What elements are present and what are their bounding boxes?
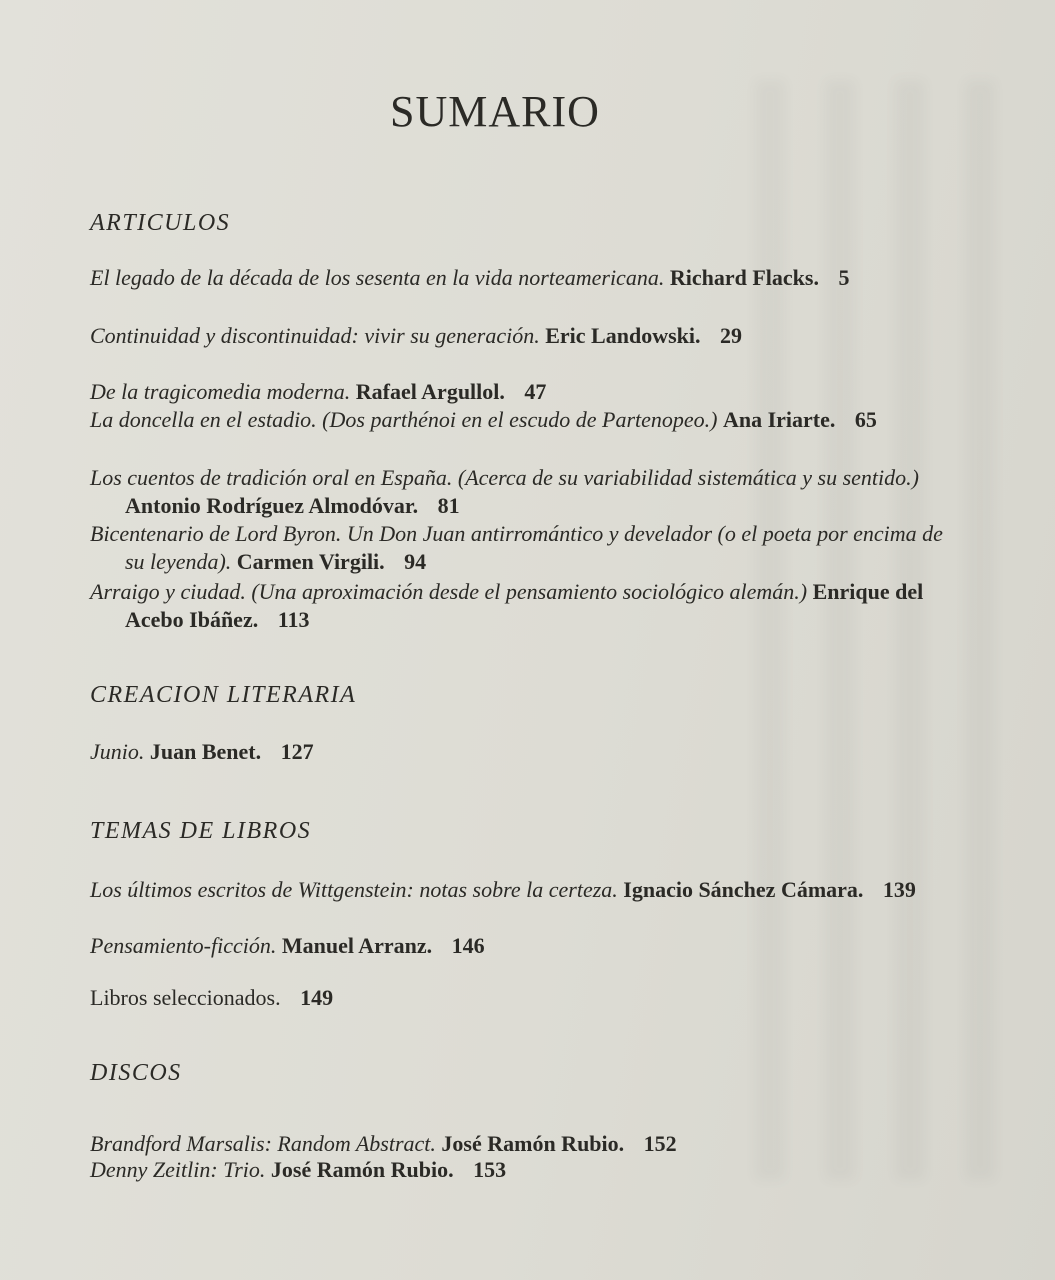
toc-entry bbox=[90, 1156, 910, 1184]
toc-entry bbox=[90, 876, 945, 904]
section-heading-creacion-literaria: CREACION LITERARIA bbox=[90, 682, 357, 708]
entry-author: Ana Iriarte. bbox=[722, 407, 836, 432]
toc-entry bbox=[90, 738, 945, 766]
entry-page: 127 bbox=[280, 739, 314, 764]
entry-page: 146 bbox=[451, 933, 485, 958]
entry-page: 149 bbox=[300, 985, 334, 1010]
entry-author: Carmen Virgili. bbox=[236, 549, 385, 574]
entry-title: Denny Zeitlin: Trio. bbox=[90, 1157, 266, 1182]
toc-entry bbox=[90, 406, 945, 434]
entry-title: Arraigo y ciudad. (Una aproximación desde el pensamiento sociológico alemán.) bbox=[90, 579, 808, 604]
page-title: SUMARIO bbox=[390, 87, 600, 136]
entry-page: 65 bbox=[854, 407, 877, 432]
entry-title: Continuidad y discontinuidad: vivir su generación. bbox=[90, 323, 540, 348]
entry-author: Juan Benet. bbox=[149, 739, 262, 764]
entry-author: José Ramón Rubio. bbox=[441, 1131, 625, 1156]
toc-entry bbox=[90, 264, 945, 292]
section-heading-articulos: ARTICULOS bbox=[90, 210, 231, 236]
entry-page: 47 bbox=[524, 379, 547, 404]
entry-page: 29 bbox=[720, 323, 742, 348]
entry-page: 81 bbox=[437, 493, 460, 518]
toc-entry bbox=[90, 1130, 910, 1158]
entry-title: Libros seleccionados. bbox=[90, 985, 281, 1010]
entry-title: Pensamiento-ficción. bbox=[90, 933, 277, 958]
section-heading-discos: DISCOS bbox=[90, 1060, 182, 1086]
toc-entry bbox=[90, 520, 945, 576]
entry-author: Enrique del Acebo Ibáñez. bbox=[125, 579, 924, 632]
entry-author: Rafael Argullol. bbox=[355, 379, 505, 404]
entry-title: La doncella en el estadio. (Dos parthénoi en el escudo de Partenopeo.) bbox=[90, 407, 718, 432]
entry-author: Eric Landowski. bbox=[545, 323, 701, 348]
toc-entry bbox=[90, 378, 945, 406]
entry-page: 5 bbox=[838, 265, 850, 290]
entry-author: Antonio Rodríguez Almodóvar. bbox=[125, 493, 419, 518]
toc-entry bbox=[90, 322, 945, 350]
entry-page: 139 bbox=[882, 877, 916, 902]
entry-author: Manuel Arranz. bbox=[281, 933, 433, 958]
entry-page: 153 bbox=[473, 1157, 507, 1182]
entry-title: Los últimos escritos de Wittgenstein: notas sobre la certeza. bbox=[90, 877, 618, 902]
toc-entry bbox=[90, 578, 945, 634]
entry-title: Bicentenario de Lord Byron. Un Don Juan antirromántico y develador (o el poeta por encima de su leyenda). bbox=[90, 521, 943, 574]
entry-title: Brandford Marsalis: Random Abstract. bbox=[90, 1131, 436, 1156]
entry-title: Los cuentos de tradición oral en España. (Acerca de su variabilidad sistemática y su sentido.) bbox=[90, 465, 919, 490]
entry-author: Ignacio Sánchez Cámara. bbox=[623, 877, 864, 902]
entry-page: 113 bbox=[277, 607, 310, 632]
entry-page: 94 bbox=[404, 549, 427, 574]
entry-page: 152 bbox=[643, 1131, 677, 1156]
toc-entry bbox=[90, 464, 945, 520]
entry-title: Junio. bbox=[90, 739, 145, 764]
entry-title: De la tragicomedia moderna. bbox=[90, 379, 351, 404]
entry-author: José Ramón Rubio. bbox=[270, 1157, 454, 1182]
entry-title: El legado de la década de los sesenta en la vida norteamericana. bbox=[90, 265, 665, 290]
entry-author: Richard Flacks. bbox=[669, 265, 819, 290]
toc-entry-libros-seleccionados bbox=[90, 984, 910, 1012]
toc-entry bbox=[90, 932, 945, 960]
section-heading-temas-de-libros: TEMAS DE LIBROS bbox=[90, 818, 312, 844]
